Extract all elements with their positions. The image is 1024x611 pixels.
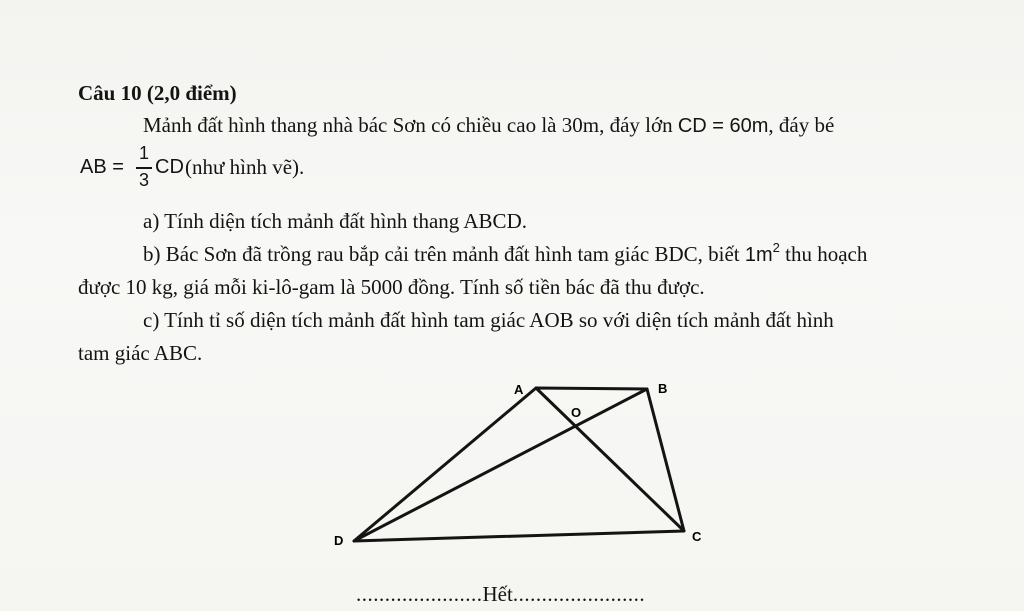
diagonal-bd bbox=[354, 389, 647, 541]
label-o: O bbox=[571, 405, 582, 420]
footer-dots-right: ....................... bbox=[512, 582, 646, 606]
cd-formula: CD = 60m bbox=[677, 115, 769, 137]
part-c-line-1: c) Tính tỉ số diện tích mảnh đất hình tam giác AOB so với diện tích mảnh đất hình bbox=[143, 308, 834, 332]
label-d: D bbox=[334, 533, 344, 548]
ab-equation: AB = bbox=[80, 156, 124, 178]
label-c: C bbox=[692, 529, 702, 544]
question-title: Câu 10 (2,0 điểm) bbox=[78, 81, 237, 105]
part-b-text: b) Bác Sơn đã trồng rau bắp cải trên mảnh đất hình tam giác BDC, biết bbox=[143, 242, 740, 266]
footer-end-text: Hết bbox=[482, 582, 513, 606]
ab-rest: (như hình vẽ). bbox=[185, 155, 305, 179]
trapezoid-abcd bbox=[354, 388, 684, 541]
intro-text-end: , đáy bé bbox=[768, 113, 835, 137]
unit-m: 1m bbox=[744, 244, 773, 266]
label-b: B bbox=[658, 381, 668, 396]
part-b-line-2: được 10 kg, giá mỗi ki-lô-gam là 5000 đồng. Tính số tiền bác đã thu được. bbox=[78, 275, 705, 299]
part-c-line-2: tam giác ABC. bbox=[78, 341, 203, 365]
intro-text: Mảnh đất hình thang nhà bác Sơn có chiều cao là 30m, đáy lớn bbox=[143, 113, 673, 137]
fraction-numerator: 1 bbox=[138, 143, 149, 163]
part-a: a) Tính diện tích mảnh đất hình thang ABCD. bbox=[143, 209, 527, 233]
footer-dots-left: ...................... bbox=[356, 582, 483, 606]
ab-cd: CD bbox=[155, 156, 184, 178]
unit-exponent: 2 bbox=[772, 240, 780, 255]
label-a: A bbox=[514, 382, 524, 397]
part-b-text-end: thu hoạch bbox=[785, 242, 868, 266]
fraction-denominator: 3 bbox=[138, 170, 149, 190]
footer-end-mark bbox=[356, 581, 645, 607]
